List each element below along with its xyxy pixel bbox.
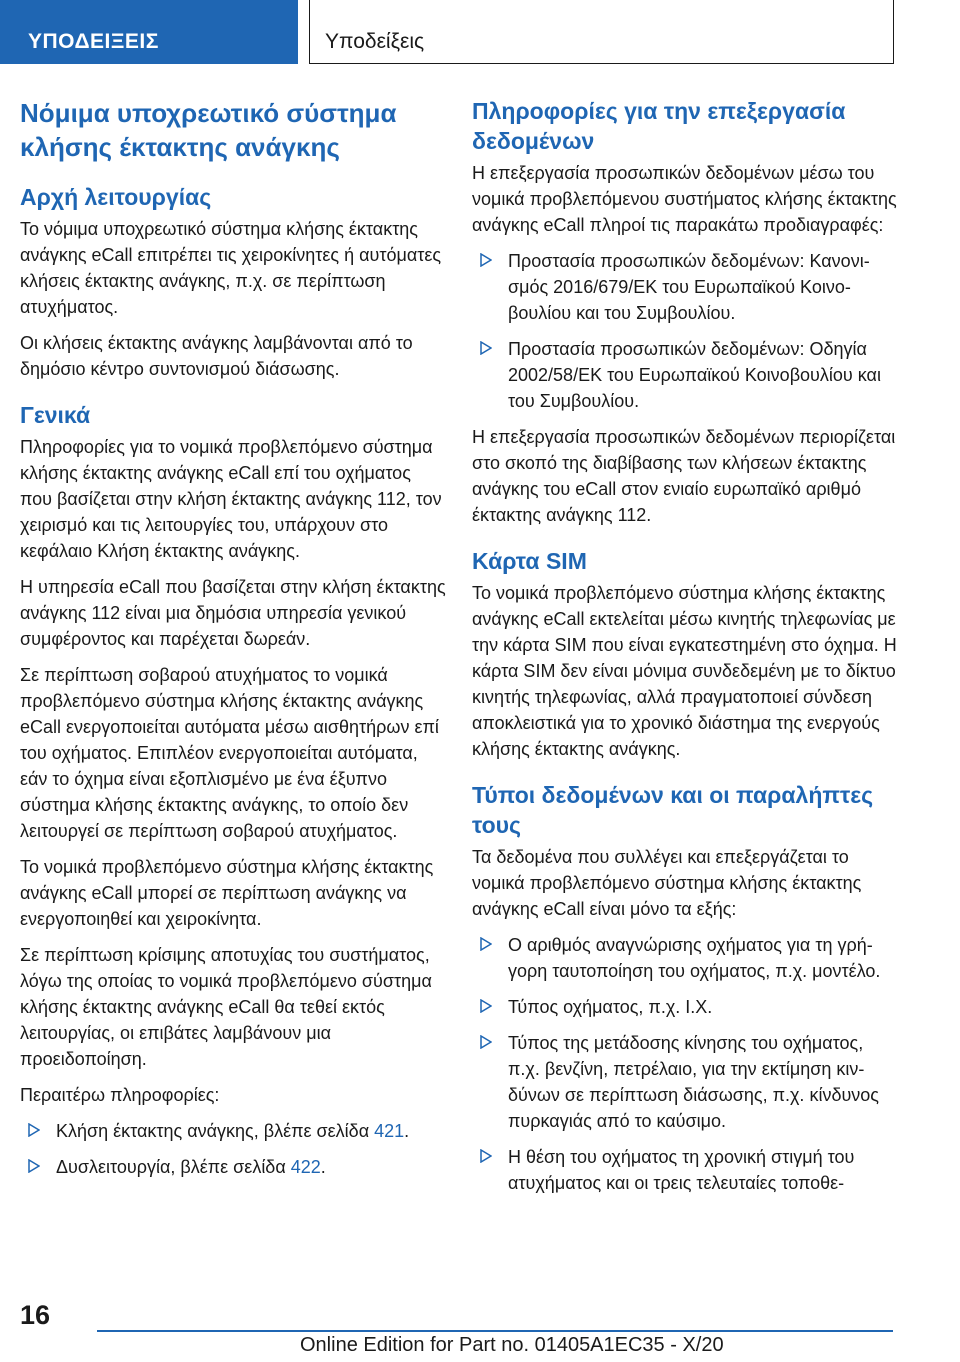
section-title: Αρχή λειτουργίας [20, 184, 212, 210]
paragraph: Τα δεδομένα που συλλέγει και επεξεργάζεται το νομικά προβλεπόμενο σύστημα κλήσης έκτακτης ανάγκης eCall είναι μόνο τα εξής: [472, 847, 862, 919]
section-title: Πληροφορίες για την επεξεργασία δεδομένων [472, 98, 846, 154]
list-item [472, 932, 898, 984]
triangle-bullet-icon [480, 341, 492, 355]
paragraph: Το νομικά προβλεπόμενο σύστημα κλήσης έκτακτης ανάγκης eCall εκτελείται μέσω κινητής τηλεφωνίας με την κάρτα SIM που είναι εγκατεστημένη στο όχημα. Η κάρτα SIM δεν είναι μόνιμα συνδεδεμένη με το δίκτυο κινητής τηλεφωνίας, αλλά πραγματοποιεί σύνδεση αποκλειστικά για το χρονικό διάστημα της ενεργούς κλήσης έκτακτης ανάγκης. [472, 583, 897, 759]
list-item-text: Προστασία προσωπικών δεδομένων: Οδηγία 2002/58/ΕΚ του Ευρωπαϊκού Κοινοβουλίου και του Συμβουλίου. [508, 339, 881, 411]
header-title: Υποδείξεις [325, 30, 425, 53]
list-item-text: Κλήση έκτακτης ανάγκης, βλέπε σελίδα [56, 1121, 375, 1141]
section-general [20, 400, 446, 1180]
list-item-text: Δυσλειτουργία, βλέπε σελίδα [56, 1157, 291, 1177]
list-item-text: Τύπος της μετάδοσης κίνησης του οχήματος, π.χ. βενζίνη, πετρέλαιο, για την εκτίμηση κινδύνων σε περίπτωση διάσωσης, π.χ. κίνδυνος πυρκαγιάς από το καύσιμο. [508, 1033, 879, 1131]
list-item-end: . [320, 1157, 326, 1177]
page-number: 16 [20, 1300, 51, 1330]
triangle-bullet-icon [480, 253, 492, 267]
paragraph: Η υπηρεσία eCall που βασίζεται στην κλήση έκτακτης ανάγκης 112 είναι μια δημόσια υπηρεσία γενικού συμφέροντος και παρέχεται δωρεάν. [20, 577, 446, 649]
list-item-text: Προστασία προσωπικών δεδομένων: Κανονισμός 2016/679/ΕΚ του Ευρωπαϊκού Κοινοβουλίου και του Συμβουλίου. [508, 251, 870, 323]
list-item [472, 1144, 898, 1196]
paragraph: Το νόμιμα υποχρεωτικό σύστημα κλήσης έκτακτης ανάγκης eCall επιτρέπει τις χειροκίνητες ή αυτόματες κλήσεις έκτακτης ανάγκης, π.χ. σε περίπτωση ατυχήματος. [20, 219, 442, 317]
paragraph: Σε περίπτωση κρίσιμης αποτυχίας του συστήματος, λόγω της οποίας το νομικά προβλεπόμενο σύστημα κλήσης έκτακτης ανάγκης eCall θα τεθεί εκτός λειτουργίας, οι επιβάτες λαμβάνουν μια προειδοποίηση. [20, 945, 432, 1069]
footer-rule [97, 1330, 893, 1332]
list-item-text: Ο αριθμός αναγνώρισης οχήματος για τη γρήγορη ταυτοποίηση του οχήματος, π.χ. μοντέλο. [508, 935, 881, 981]
paragraph: Σε περίπτωση σοβαρού ατυχήματος το νομικά προβλεπόμενο σύστημα κλήσης έκτακτης ανάγκης eCall ενεργοποιείται αυτόματα μέσω αισθητήρων επί του οχήματος. Επιπλέον ενεργοποιείται αυτόματα, εάν το όχημα είναι εξοπλισμένο με ένα έξυπνο σύστημα κλήσης έκτακτης ανάγκης, το οποίο δεν λειτουργεί σε περίπτωση σοβαρού ατυχήματος. [20, 665, 439, 841]
triangle-bullet-icon [480, 999, 492, 1013]
list-item [472, 248, 898, 326]
section-data-processing [472, 96, 898, 528]
paragraph: Το νομικά προβλεπόμενο σύστημα κλήσης έκτακτης ανάγκης eCall μπορεί σε περίπτωση ανάγκης να ενεργοποιηθεί και χειροκίνητα. [20, 857, 434, 929]
left-column [20, 96, 446, 1198]
bullet-list [20, 1118, 446, 1180]
section-title: Γενικά [20, 402, 91, 428]
list-item [20, 1118, 446, 1144]
paragraph: Η επεξεργασία προσωπικών δεδομένων μέσω του νομικά προβλεπόμενου συστήματος κλήσης έκτακτης ανάγκης eCall πληροί τις παρακάτω προδιαγραφές: [472, 163, 897, 235]
list-item-text: Η θέση του οχήματος τη χρονική στιγμή του ατυχήματος και οι τρεις τελευταίες τοποθε- [508, 1147, 855, 1193]
triangle-bullet-icon [28, 1123, 40, 1137]
right-column [472, 96, 898, 1214]
paragraph: Η επεξεργασία προσωπικών δεδομένων περιορίζεται στο σκοπό της διαβίβασης των κλήσεων έκτακτης ανάγκης του eCall στον ενιαίο ευρωπαϊκό αριθμό έκτακτης ανάγκης 112. [472, 427, 896, 525]
page-link[interactable]: 421 [374, 1121, 405, 1141]
list-item [472, 336, 898, 414]
section-sim-card [472, 546, 898, 762]
triangle-bullet-icon [480, 1035, 492, 1049]
list-item [20, 1154, 446, 1180]
section-principle [20, 182, 446, 382]
triangle-bullet-icon [28, 1159, 40, 1173]
header-rule-right [893, 0, 894, 64]
bullet-list [472, 932, 898, 1196]
paragraph: Πληροφορίες για το νομικά προβλεπόμενο σύστημα κλήσης έκτακτης ανάγκης eCall επί του οχήματος που βασίζεται στην κλήση έκτακτης ανάγκης 112, τον χειρισμό και τις λειτουργίες του, υπάρχουν στο κεφάλαιο Κλήση έκτακτης ανάγκης. [20, 437, 442, 561]
list-item-end: . [404, 1121, 410, 1141]
list-item [472, 994, 898, 1020]
paragraph: Οι κλήσεις έκτακτης ανάγκης λαμβάνονται από το δημόσιο κέντρο συντονισμού διάσωσης. [20, 333, 413, 379]
triangle-bullet-icon [480, 1149, 492, 1163]
list-item-text: Τύπος οχήματος, π.χ. I.X. [508, 997, 713, 1017]
section-title: Τύποι δεδομένων και οι παραλήπτες τους [472, 782, 874, 838]
page-heading: Νόμιμα υποχρεωτικό σύστημα κλήσης έκτακτης ανάγκης [20, 98, 397, 162]
header-rule-bottom [309, 63, 894, 64]
paragraph: Περαιτέρω πληροφορίες: [20, 1085, 220, 1105]
header-divider [309, 0, 310, 64]
edition-footer: Online Edition for Part no. 01405A1EC35 - X/20 [300, 1334, 724, 1356]
chapter-tab[interactable]: ΥΠΟΔΕΙΞΕΙΣ [0, 0, 298, 64]
triangle-bullet-icon [480, 937, 492, 951]
bullet-list [472, 248, 898, 414]
section-title: Κάρτα SIM [472, 548, 587, 574]
section-data-types [472, 780, 898, 1196]
list-item [472, 1030, 898, 1134]
page-link[interactable]: 422 [290, 1157, 321, 1177]
